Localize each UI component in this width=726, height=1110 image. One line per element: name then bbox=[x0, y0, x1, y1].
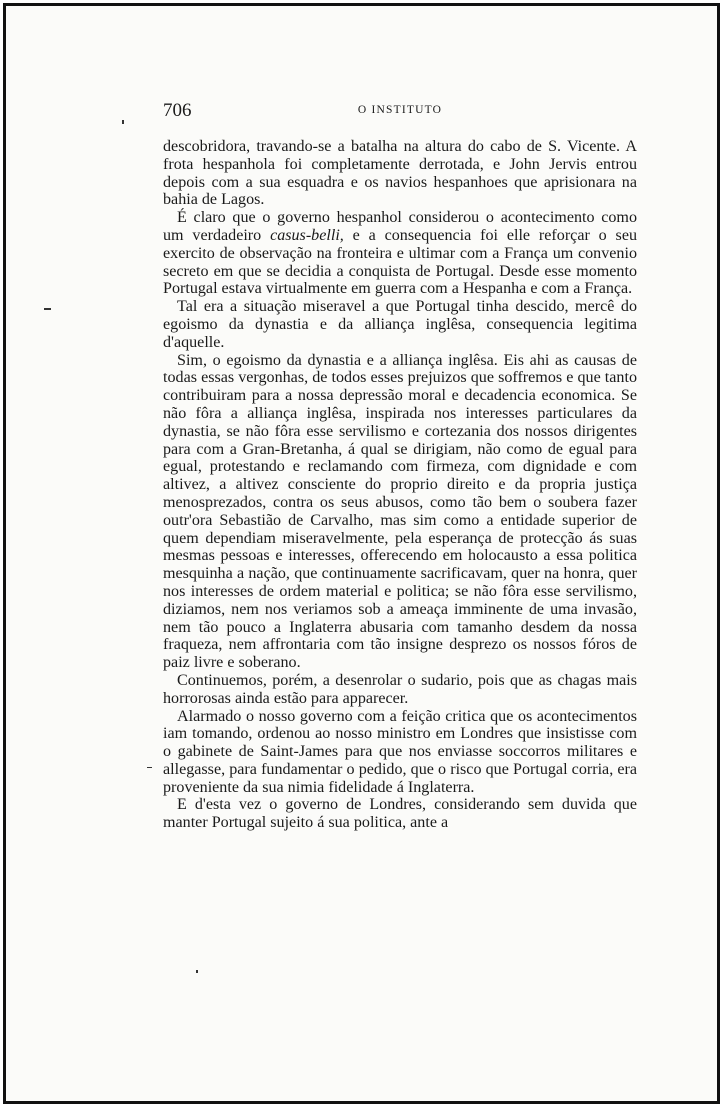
scanned-page bbox=[3, 3, 720, 1104]
scan-mark bbox=[196, 970, 198, 973]
body-text bbox=[163, 138, 637, 832]
paragraph-6: Alarmado o nosso governo com a feição critica que os acontecimentos iam tomando, ordenou ao nosso ministro em Londres que insistisse com o gabinete de Saint-James para que nos enviasse soccorros militares e allegasse, para fundamentar o pedido, que o risco que Portugal corria, era proveniente da sua nimia fidelidade á Inglaterra. bbox=[163, 707, 637, 796]
page-header bbox=[163, 100, 637, 124]
scan-mark bbox=[147, 767, 152, 768]
paragraph-5: Continuemos, porém, a desenrolar o sudario, pois que as chagas mais horrorosas ainda estão para apparecer. bbox=[163, 671, 637, 707]
paragraph-2 bbox=[163, 209, 637, 298]
paragraph-2-start: É claro que o governo hespanhol considerou o acontecimento como um verdadeiro bbox=[163, 209, 637, 244]
casus-belli-emphasis: casus-belli, bbox=[270, 226, 344, 244]
paragraph-1: descobridora, travando-se a batalha na altura do cabo de S. Vicente. A frota hespanhola foi completamente derrotada, e John Jervis entrou depois com a sua esquadra e os navios hespanhoes que aprisionara na bahia de Lagos. bbox=[163, 138, 637, 209]
paragraph-4: Sim, o egoismo da dynastia e a alliança inglêsa. Eis ahi as causas de todas essas vergonhas, de todos esses prejuizos que soffremos e que tanto contribuiram para a nossa depressão moral e decadencia economica. Se não fôra a alliança inglêsa, inspirada nos interesses particulares da dynastia, se não fôra esse servilismo e cortezania dos nossos dirigentes para com a Gran-Bretanha, á qual se dirigiam, não como de egual para egual, protestando e reclamando com firmeza, com dignidade e com altivez, a altivez consciente do proprio direito e da propria justiça menosprezados, contra os seus abusos, como tão bem o soubera fazer outr'ora Sebastião de Carvalho, mas sim como a entidade superior de quem dependiam miseravelmente, pela esperança de protecção ás suas mesmas pessoas e interesses, offerecendo em holocausto a essa politica mesquinha a nação, que continuamente sacrificavam, quer na honra, quer nos interesses de ordem material e politica; se não fôra esse servilismo, diziamos, nem nos veriamos sob a ameaça imminente de uma invasão, nem tão pouco a Inglaterra abusaria com tamanho desdem da nossa fraqueza, nem affrontaria com tão insigne desprezo os nossos fóros de paiz livre e soberano. bbox=[163, 351, 637, 672]
paragraph-7: E d'esta vez o governo de Londres, considerando sem duvida que manter Portugal sujeito á sua politica, ante a bbox=[163, 796, 637, 832]
running-title: O INSTITUTO bbox=[357, 104, 443, 116]
scan-mark bbox=[44, 308, 51, 310]
paragraph-2-end: e a consequencia foi elle reforçar o seu exercito de observação na fronteira e ultimar com a França um convenio secreto em que se decidia a conquista de Portugal. Desde esse momento Portugal estava virtualmente em guerra com a Hespanha e com a França. bbox=[163, 226, 638, 298]
scan-mark bbox=[122, 120, 124, 124]
paragraph-3: Tal era a situação miseravel a que Portugal tinha descido, mercê do egoismo da dynastia e da alliança inglêsa, consequencia legitima d'aquelle. bbox=[163, 298, 637, 351]
page-number: 706 bbox=[163, 100, 192, 121]
